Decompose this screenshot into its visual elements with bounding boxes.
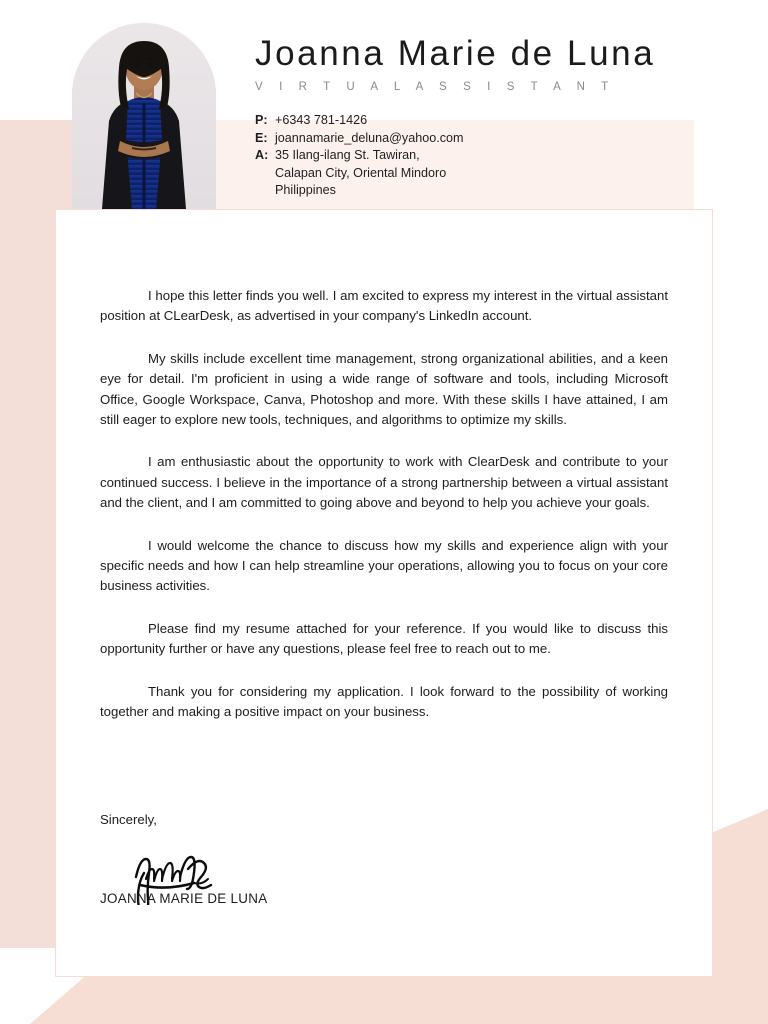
letter-paragraph: I would welcome the chance to discuss how my skills and experience align with your specific needs and how I can help streamline your operations, allowing you to focus on your core business activities. bbox=[100, 537, 668, 594]
email-label: E: bbox=[255, 130, 268, 145]
portrait-figure bbox=[72, 23, 216, 209]
address-line-1: 35 Ilang-ilang St. Tawiran, bbox=[275, 148, 420, 163]
letter-paragraph: Please find my resume attached for your reference. If you would like to discuss this opportunity further or have any questions, please feel free to reach out to me. bbox=[100, 620, 668, 657]
contact-email-row bbox=[255, 130, 464, 148]
job-title: V I R T U A L A S S I S T A N T bbox=[255, 81, 615, 94]
letter-paragraph: Thank you for considering my application. I look forward to the possibility of working together and making a positive impact on your business. bbox=[100, 683, 668, 720]
address-label: A: bbox=[255, 148, 269, 163]
signer-name: JOANNA MARIE DE LUNA bbox=[100, 891, 268, 906]
letter-paragraph: I am enthusiastic about the opportunity to work with ClearDesk and contribute to your continued success. I believe in the importance of a strong partnership between a virtual assistant and the client, and I am committed to going above and beyond to help you achieve your goals. bbox=[100, 454, 668, 511]
contact-phone-row bbox=[255, 112, 464, 130]
page-title: Joanna Marie de Luna bbox=[255, 34, 656, 73]
address-line-2: Calapan City, Oriental Mindoro bbox=[275, 165, 447, 180]
email-value[interactable]: joannamarie_deluna@yahoo.com bbox=[275, 130, 464, 145]
phone-value: +6343 781-1426 bbox=[275, 113, 368, 127]
sign-off-text: Sincerely, bbox=[100, 812, 157, 827]
letter-body bbox=[100, 286, 668, 723]
address-line-3: Philippines bbox=[275, 183, 336, 198]
contact-details bbox=[255, 112, 464, 200]
portrait-photo bbox=[72, 23, 216, 209]
letter-paragraph: I hope this letter finds you well. I am excited to express my interest in the virtual assistant position at CLearDesk, as advertised in your company's LinkedIn account. bbox=[100, 288, 668, 324]
contact-address-row bbox=[255, 147, 464, 165]
phone-label: P: bbox=[255, 113, 268, 127]
letter-paragraph: My skills include excellent time management, strong organizational abilities, and a keen eye for detail. I'm proficient in using a wide range of software and tools, including Microsoft Office, Google Workspace, Canva, Photoshop and more. With these skills I have attained, I am still eager to explore new tools, techniques, and algorithms to optimize my skills. bbox=[100, 350, 668, 428]
letterhead bbox=[255, 34, 755, 93]
